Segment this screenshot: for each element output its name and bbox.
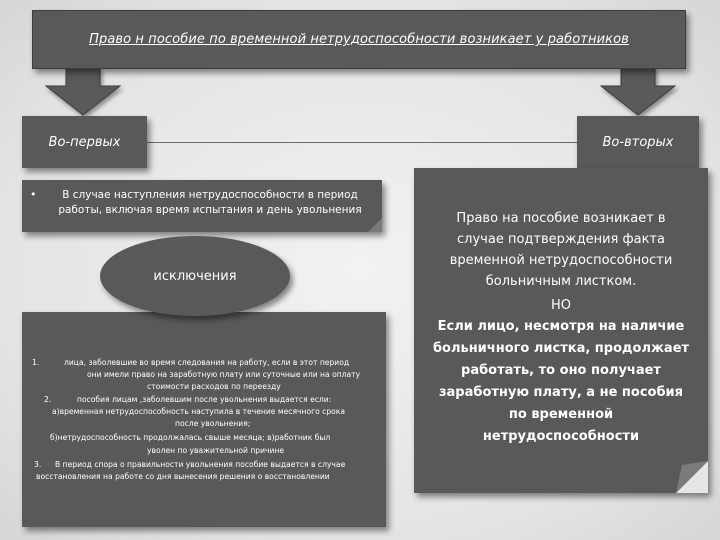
exceptions-label: исключения (153, 268, 237, 284)
first-label: Во-первых (48, 134, 121, 150)
left-case-box (22, 180, 382, 232)
right-case-line: случае подтверждения факта (457, 232, 665, 247)
right-case-line: Право на пособие возникает в (456, 211, 666, 226)
second-label-box (577, 116, 699, 168)
list-number: 2. (44, 395, 52, 404)
right-case-bold-line: Если лицо, несмотря на наличие (437, 319, 685, 334)
exception-line: пособия лицам ,заболевшим после увольнения выдается если: (77, 395, 332, 404)
exception-line: В период спора о правильности увольнения пособие выдается в случае (55, 460, 346, 469)
list-number: 3. (34, 460, 42, 469)
left-case-line: работы, включая время испытания и день увольнения (58, 204, 362, 216)
left-down-arrow (46, 67, 120, 115)
exception-line: а)временная нетрудоспособность наступила в течение месячного срока (52, 407, 346, 416)
right-case-bold-line: работать, то оно получает (461, 363, 661, 378)
left-case-line: В случае наступления нетрудоспособности в период (62, 189, 358, 201)
second-label: Во-вторых (602, 134, 674, 150)
right-case-bold-line: больничного листка, продолжает (432, 341, 690, 356)
right-case-line: больничным листком. (485, 274, 637, 289)
divider-line (147, 142, 577, 143)
first-label-box (22, 116, 147, 168)
bullet-mark: • (30, 188, 37, 201)
exception-line: после увольнения; (175, 419, 251, 428)
title-text: Право н пособие по временной нетрудоспособности возникает у работников (89, 32, 629, 47)
exceptions-box (22, 312, 386, 527)
fold-corner (676, 461, 708, 493)
exception-line: лица, заболевшие во время следования на работу, если в этот период (64, 358, 350, 367)
right-case-line: временной нетрудоспособности (449, 253, 673, 268)
exception-line: уволен по уважительной причине (147, 446, 285, 455)
exception-line: стоимости расходов по переезду (147, 382, 281, 391)
right-case-bold-line: нетрудоспособности (482, 429, 640, 444)
left-case-text (44, 188, 376, 218)
right-case-bold-line: по временной (508, 407, 614, 422)
exception-line: они имели право на заработную плату или суточные или на оплату (87, 370, 361, 379)
exception-line: б)нетрудоспособность продолжалась свыше месяца; в)работник был (50, 433, 331, 442)
title-box (32, 10, 686, 69)
right-case-box (414, 168, 708, 493)
exception-line: восстановления на работе со дня вынесения решения о восстановлении (36, 472, 330, 481)
exceptions-ellipse (100, 236, 290, 316)
right-case-bold-line: заработную плату, а не пособия (438, 385, 684, 400)
right-down-arrow (601, 67, 675, 115)
fold-corner (368, 218, 382, 232)
list-number: 1. (32, 358, 40, 367)
but-text: НО (550, 298, 571, 313)
